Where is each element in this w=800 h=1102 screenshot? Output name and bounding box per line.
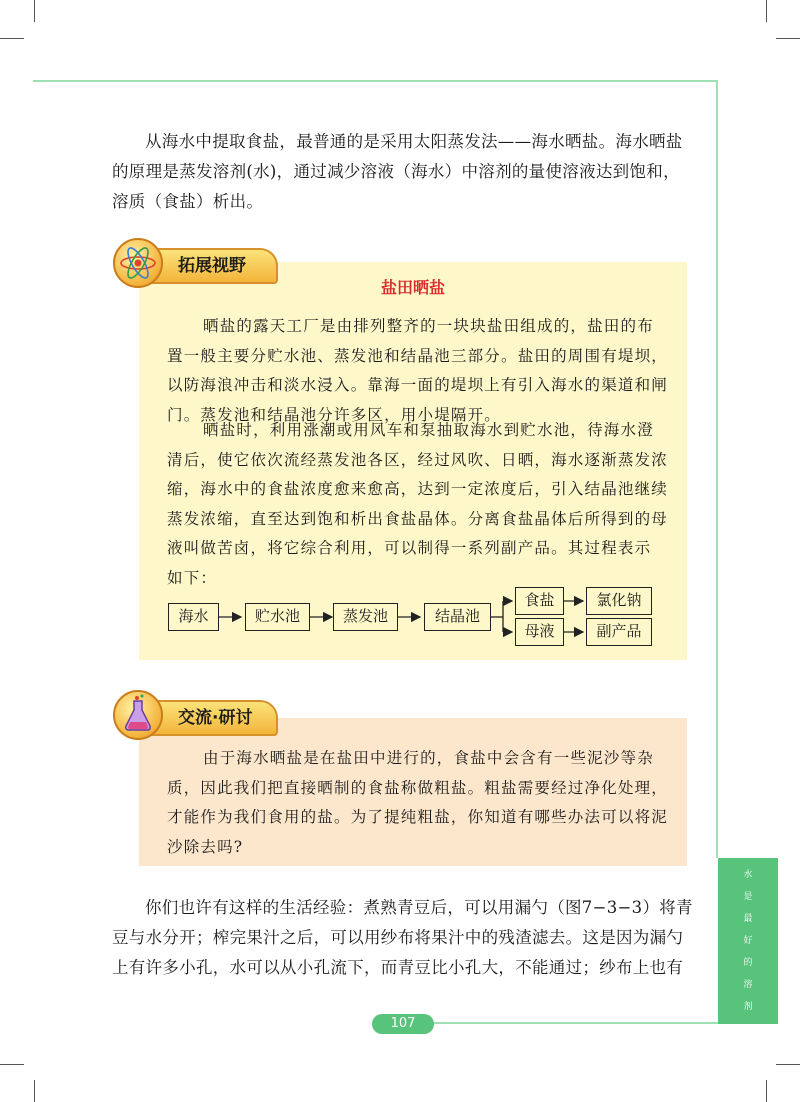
flow-box-seawater: 海水	[168, 603, 219, 631]
discuss-box	[139, 718, 687, 866]
expand-view-title: 盐田晒盐	[380, 278, 445, 297]
text-line: 置一般主要分贮水池、蒸发池和结晶池三部分。盐田的周围有堤坝，	[167, 346, 669, 365]
bottom-paragraph	[112, 893, 702, 983]
text-line: 沙除去吗?	[167, 837, 244, 856]
side-tab-char: 水	[743, 870, 753, 880]
discuss-badge-label: 交流·研讨	[178, 708, 253, 728]
atom-icon	[113, 238, 163, 288]
discuss-paragraph	[167, 744, 669, 862]
text-line: 以防海浪冲击和淡水浸入。靠海一面的堤坝上有引入海水的渠道和闸	[167, 376, 669, 394]
text-line: 上有许多小孔，水可以从小孔流下，而青豆比小孔大，不能通过；纱布上也有	[112, 958, 684, 977]
side-tab-char: 最	[743, 914, 753, 924]
flow-box-salt: 食盐	[515, 587, 564, 615]
page-number: 107	[372, 1014, 434, 1034]
text-line: 质，因此我们把直接晒制的食盐称做粗盐。粗盐需要经过净化处理，	[167, 778, 669, 797]
text-line: 豆与水分开；榨完果汁之后，可以用纱布将果汁中的残渣滤去。这是因为漏勺	[112, 928, 684, 947]
text-line: 才能作为我们食用的盐。为了提纯粗盐，你知道有哪些办法可以将泥	[167, 808, 669, 826]
chapter-side-tab	[718, 858, 778, 1024]
flow-box-evaporation-pool: 蒸发池	[333, 603, 398, 631]
side-tab-char: 的	[743, 958, 753, 968]
text-line: 清后，使它依次流经蒸发池各区，经过风吹、日晒，海水逐渐蒸发浓	[167, 450, 669, 469]
side-tab-char: 是	[743, 892, 753, 902]
intro-line: 的原理是蒸发溶剂(水)，通过减少溶液（海水）中溶剂的量使溶液达到饱和，	[112, 162, 680, 181]
side-tab-char: 好	[743, 936, 753, 946]
flow-box-crystallization-pool: 结晶池	[424, 603, 491, 631]
text-line: 如下：	[167, 568, 218, 587]
flow-box-storage-pool: 贮水池	[245, 603, 310, 631]
text-line: 晒盐的露天工厂是由排列整齐的一块块盐田组成的，盐田的布	[203, 317, 654, 335]
text-line: 缩，海水中的食盐浓度愈来愈高，达到一定浓度后，引入结晶池继续	[167, 480, 669, 498]
intro-line: 溶质（食盐）析出。	[112, 192, 264, 211]
text-line: 蒸发浓缩，直至达到饱和析出食盐晶体。分离食盐晶体后所得到的母	[167, 509, 669, 528]
text-line: 晒盐时，利用涨潮或用风车和泵抽取海水到贮水池，待海水澄	[203, 421, 654, 439]
side-tab-char: 剂	[743, 1002, 753, 1012]
side-tab-char: 溶	[743, 980, 753, 990]
flow-box-byproduct: 副产品	[586, 618, 652, 646]
flow-box-mother-liquor: 母液	[515, 618, 564, 646]
intro-line: 从海水中提取食盐，最普通的是采用太阳蒸发法——海水晒盐。海水晒盐	[145, 132, 683, 151]
text-line: 门。蒸发池和结晶池分许多区，用小堤隔开。	[167, 405, 502, 424]
flow-box-sodium-chloride: 氯化钠	[586, 587, 652, 615]
flask-icon	[113, 690, 163, 740]
text-line: 由于海水晒盐是在盐田中进行的，食盐中会含有一些泥沙等杂	[203, 749, 654, 767]
text-line: 液叫做苦卤，将它综合利用，可以制得一系列副产品。其过程表示	[167, 539, 652, 557]
text-line: 你们也许有这样的生活经验：煮熟青豆后，可以用漏勺（图7−3−3）将青	[145, 898, 693, 917]
expand-view-badge-label: 拓展视野	[178, 256, 246, 276]
